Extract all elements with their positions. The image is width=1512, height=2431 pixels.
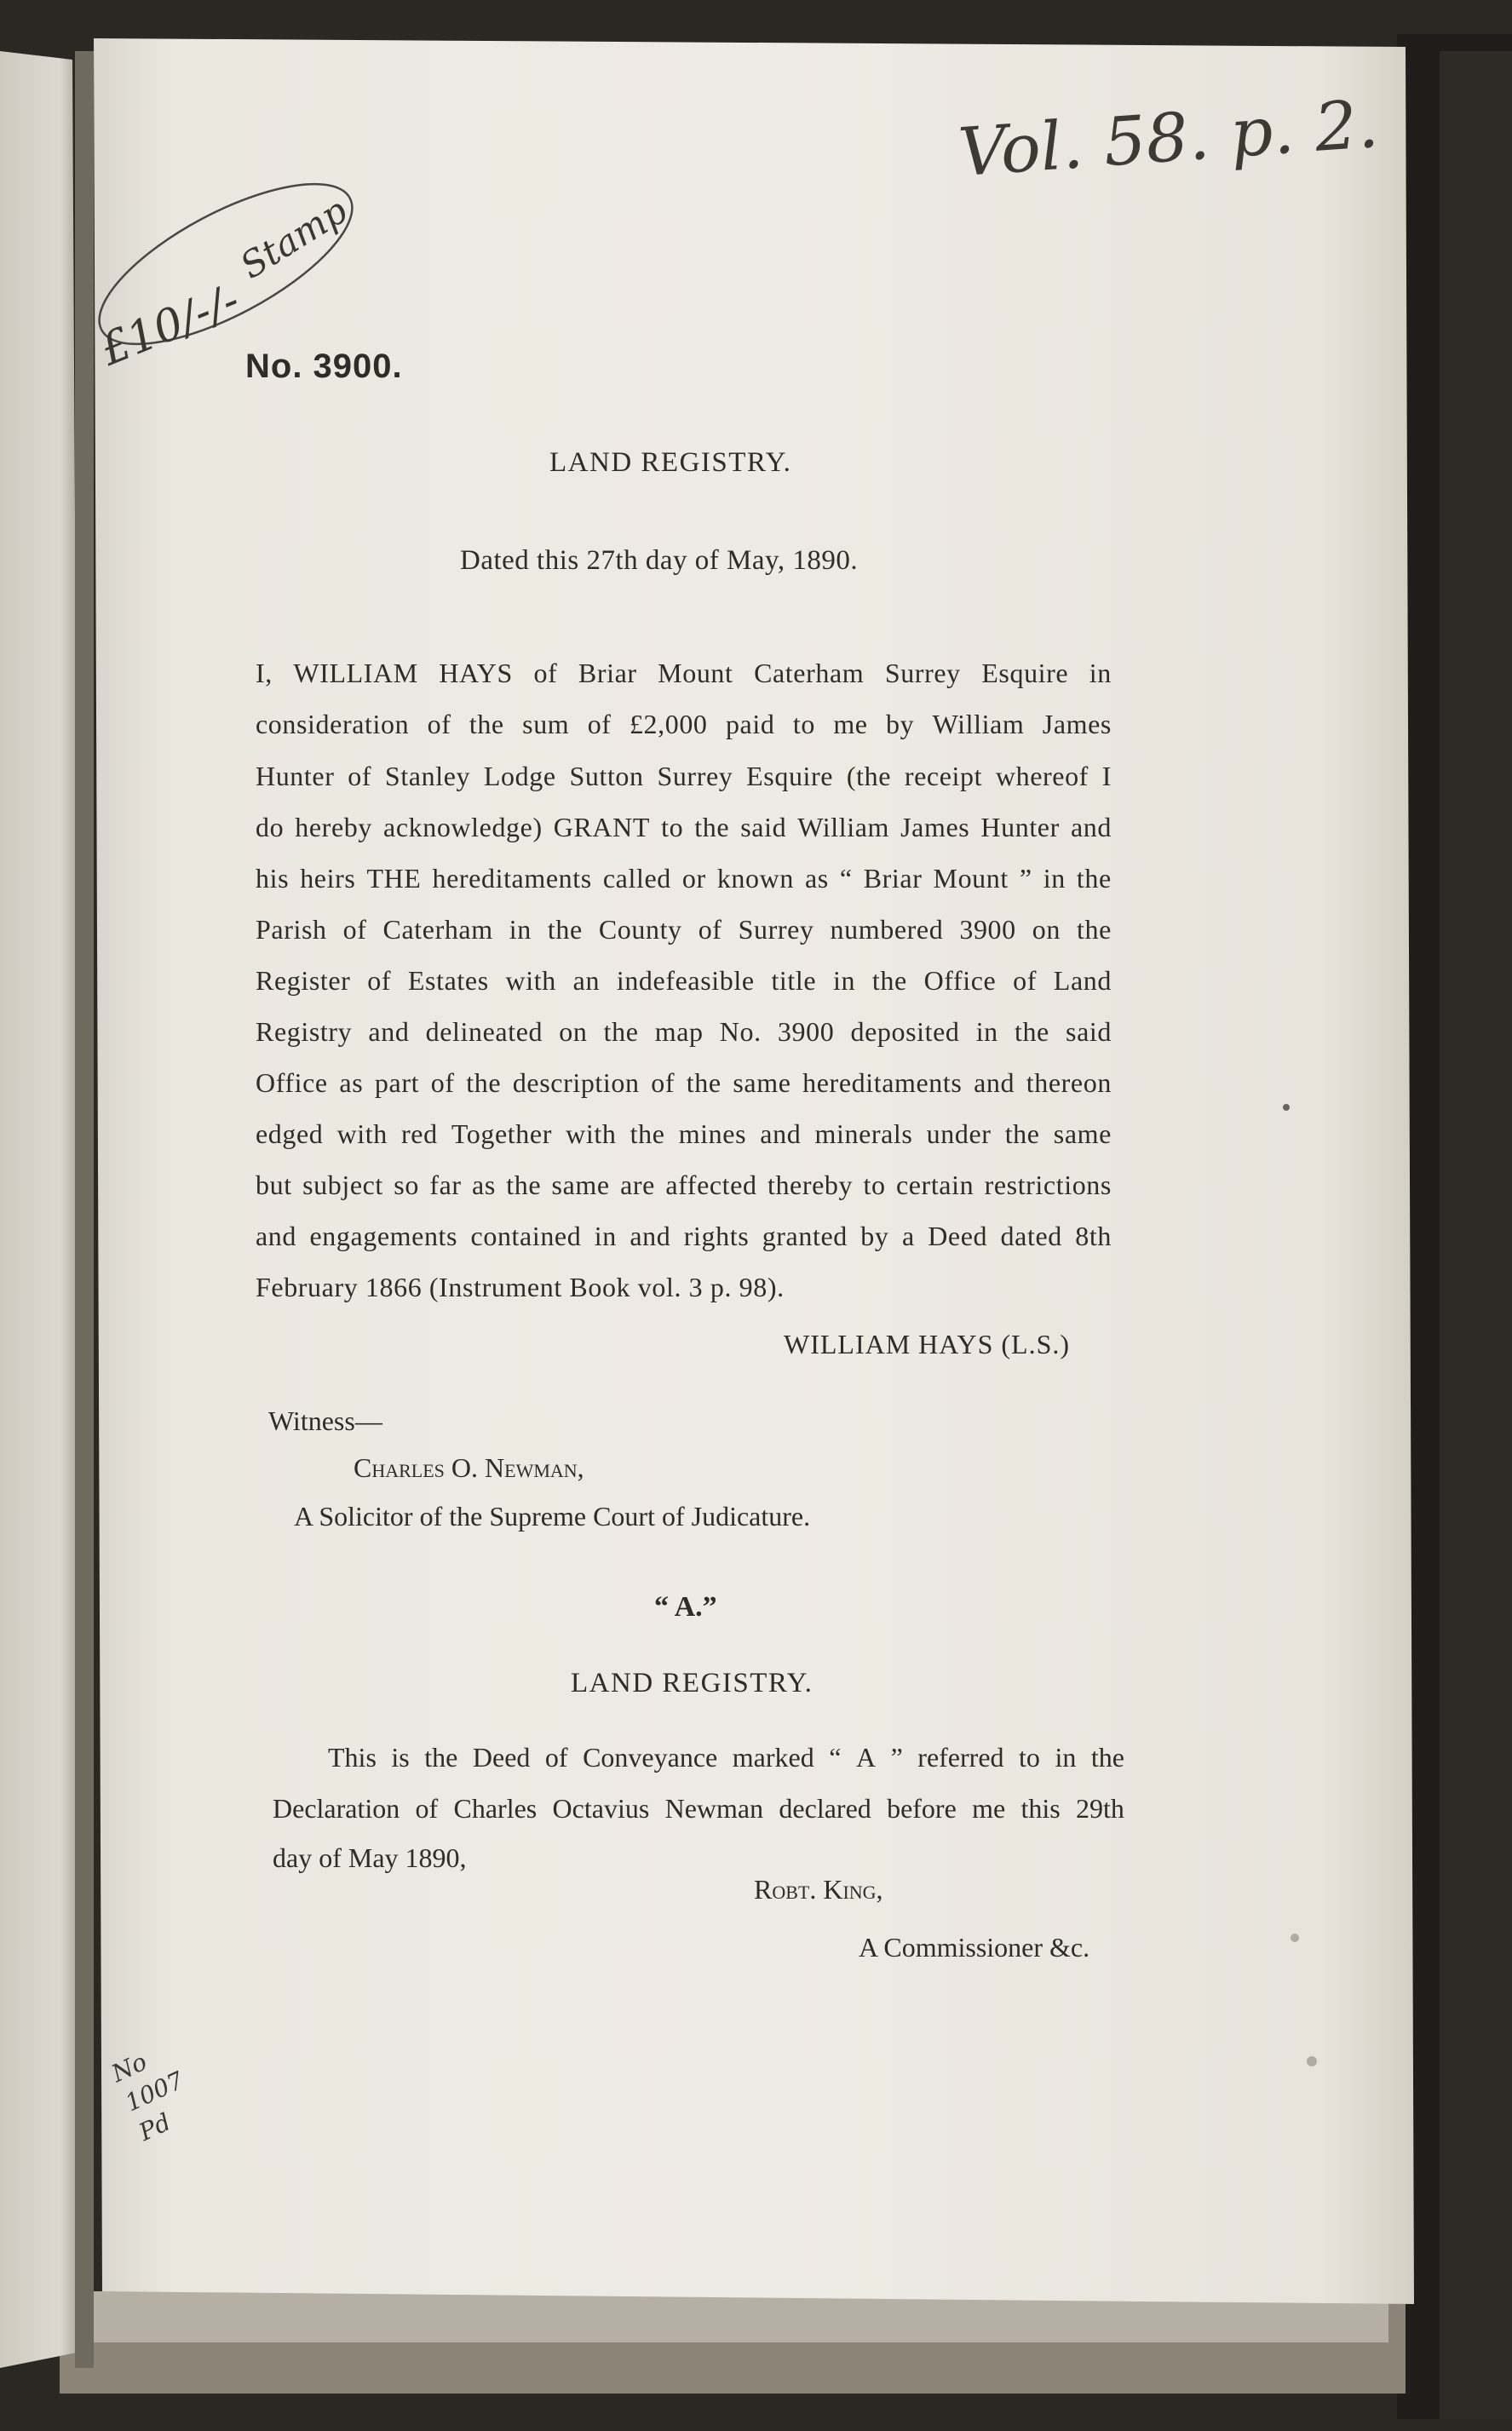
handwritten-volume-reference: Vol. 58. p. 2. xyxy=(956,85,1381,193)
certificate-line: Declaration of Charles Octavius Newman declared before me this 29th xyxy=(273,1793,1124,1824)
deed-body-line: I, WILLIAM HAYS of Briar Mount Caterham Surrey Esquire in xyxy=(256,658,1112,688)
commissioner-title: A Commissioner &c. xyxy=(859,1932,1090,1963)
witness-label: Witness— xyxy=(268,1405,382,1436)
deed-body-line: Hunter of Stanley Lodge Sutton Surrey Esquire (the receipt whereof I xyxy=(256,761,1112,791)
deed-body-line: edged with red Together with the mines and minerals under the same xyxy=(256,1118,1112,1149)
handwritten-stamp-note: Stamp xyxy=(233,189,354,287)
commissioner-name: Robt. King, xyxy=(754,1874,883,1905)
witness-name: Charles O. Newman, xyxy=(354,1452,584,1483)
handwritten-corner-note: No 1007 Pd xyxy=(106,2047,188,2147)
grantor-signature: WILLIAM HAYS (L.S.) xyxy=(784,1329,1071,1359)
dated-line: Dated this 27th day of May, 1890. xyxy=(460,545,859,576)
handwritten-duty-amount: £10/-/- xyxy=(93,274,247,376)
deed-body-line: Register of Estates with an indefeasible title in the Office of Land xyxy=(256,965,1112,996)
schedule-title: LAND REGISTRY. xyxy=(571,1668,813,1698)
deed-body-line: and engagements contained in and rights granted by a Deed dated 8th xyxy=(256,1221,1112,1251)
certificate-line: This is the Deed of Conveyance marked “ A ” referred to in the xyxy=(328,1742,1124,1773)
certificate-line: day of May 1890, xyxy=(273,1842,467,1873)
schedule-mark: “ A.” xyxy=(654,1591,717,1623)
deed-body-line: February 1866 (Instrument Book vol. 3 p. 98). xyxy=(256,1272,785,1302)
document-title: LAND REGISTRY. xyxy=(549,447,792,478)
witness-role: A Solicitor of the Supreme Court of Judicature. xyxy=(294,1501,811,1532)
deed-number: No. 3900. xyxy=(245,348,403,385)
deed-body-line: but subject so far as the same are affected thereby to certain restrictions xyxy=(256,1170,1112,1200)
deed-body-line: consideration of the sum of £2,000 paid to me by William James xyxy=(256,709,1112,739)
deed-body-line: Parish of Caterham in the County of Surrey numbered 3900 on the xyxy=(256,914,1112,945)
deed-body-line: Registry and delineated on the map No. 3900 deposited in the said xyxy=(256,1016,1112,1047)
deed-body-line: do hereby acknowledge) GRANT to the said William James Hunter and xyxy=(256,812,1112,842)
deed-body-line: Office as part of the description of the same hereditaments and thereon xyxy=(256,1067,1112,1098)
deed-body-line: his heirs THE hereditaments called or known as “ Briar Mount ” in the xyxy=(256,863,1112,894)
